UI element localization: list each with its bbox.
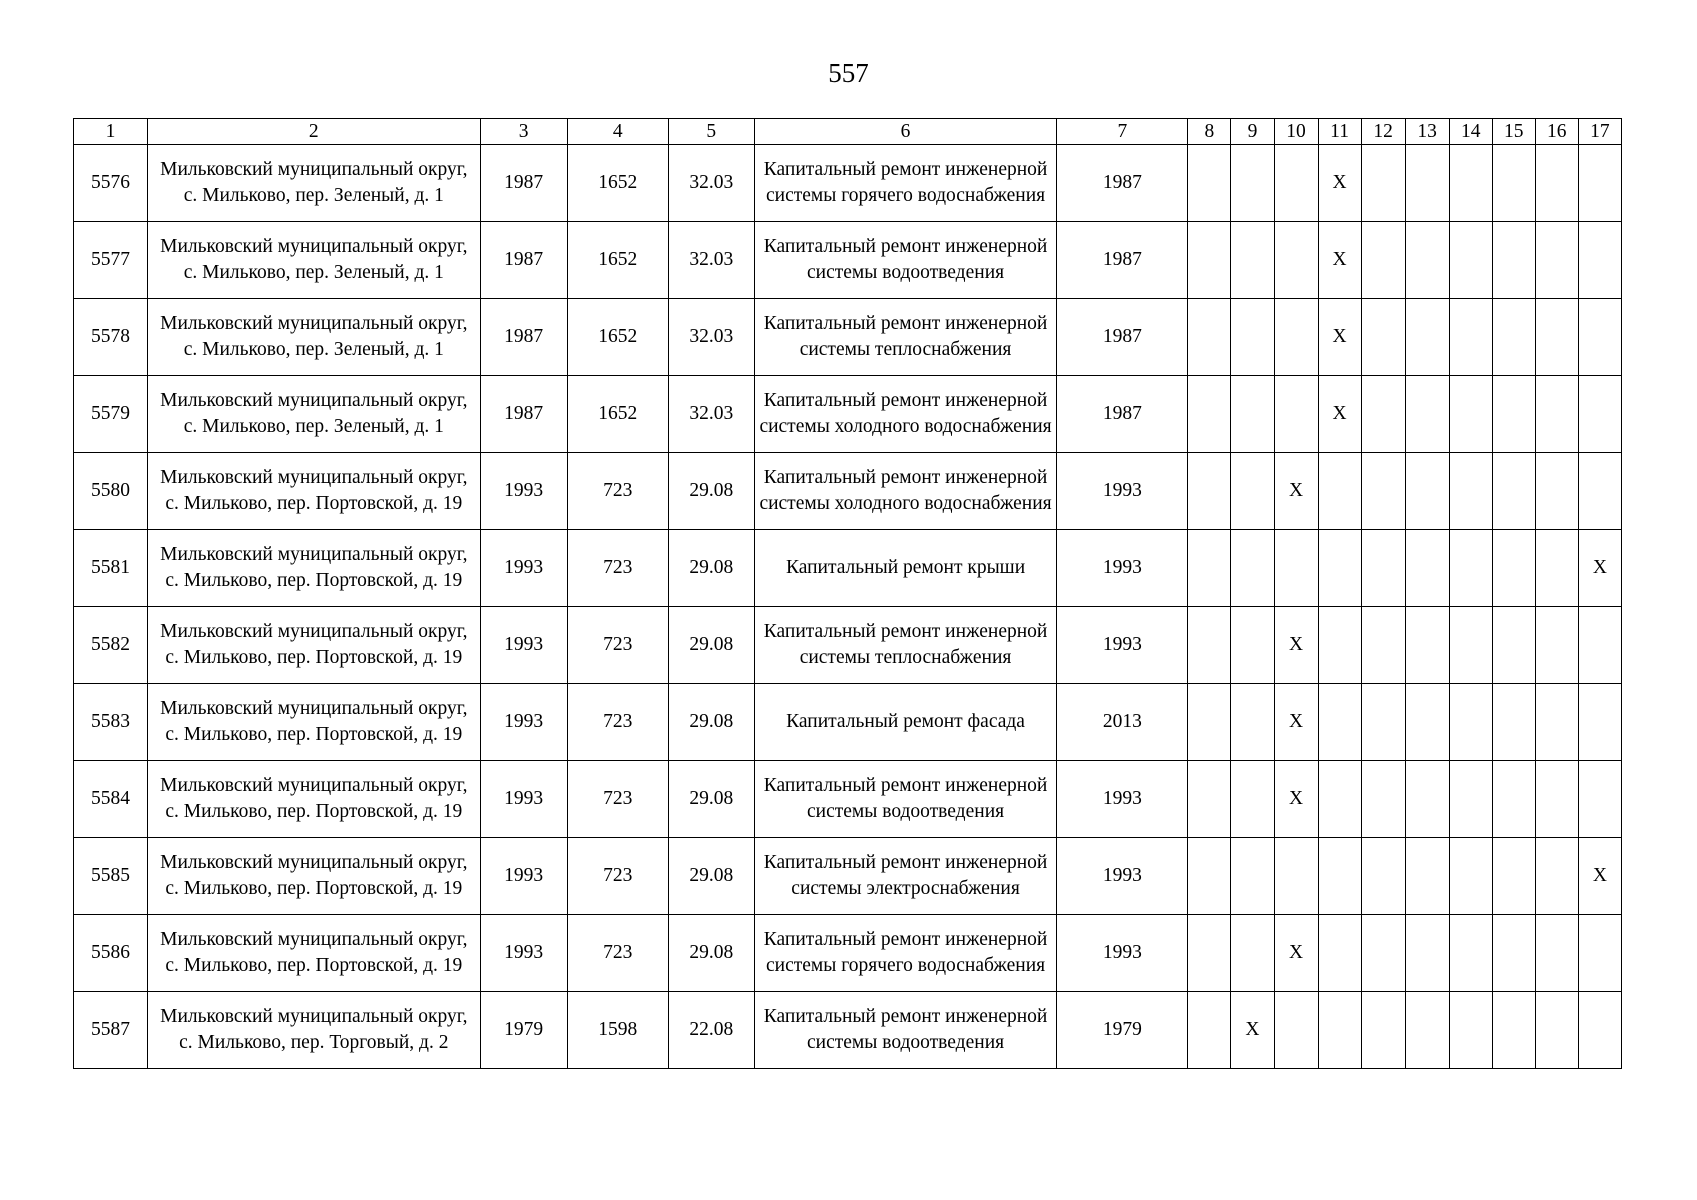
- period-mark-cell-15: [1492, 299, 1535, 376]
- work-type-cell: Капитальный ремонт крыши: [754, 530, 1056, 607]
- period-mark-cell-12: [1361, 761, 1405, 838]
- record-number-cell: 5581: [74, 530, 148, 607]
- period-mark-cell-9: [1231, 684, 1274, 761]
- period-mark-cell-14: [1449, 530, 1492, 607]
- period-mark-cell-17: [1578, 222, 1621, 299]
- area-cell: 1652: [567, 299, 668, 376]
- period-mark-cell-14: [1449, 453, 1492, 530]
- period-mark-cell-15: [1492, 530, 1535, 607]
- wear-cell: 29.08: [668, 607, 754, 684]
- period-mark-cell-17: [1578, 915, 1621, 992]
- period-mark-cell-14: [1449, 222, 1492, 299]
- period-mark-cell-11: X: [1318, 145, 1361, 222]
- period-mark-cell-11: [1318, 761, 1361, 838]
- work-type-cell: Капитальный ремонт фасада: [754, 684, 1056, 761]
- period-mark-cell-10: [1274, 145, 1318, 222]
- wear-cell: 29.08: [668, 761, 754, 838]
- period-mark-cell-10: [1274, 376, 1318, 453]
- period-mark-cell-10: X: [1274, 453, 1318, 530]
- last-repair-year-cell: 1993: [1057, 530, 1188, 607]
- address-cell: Мильковский муниципальный округ, с. Мильково, пер. Портовской, д. 19: [148, 838, 480, 915]
- build-year-cell: 1987: [480, 299, 567, 376]
- address-cell: Мильковский муниципальный округ, с. Мильково, пер. Зеленый, д. 1: [148, 376, 480, 453]
- column-number-cell: 4: [567, 119, 668, 145]
- address-cell: Мильковский муниципальный округ, с. Мильково, пер. Портовской, д. 19: [148, 453, 480, 530]
- period-mark-cell-8: [1188, 222, 1231, 299]
- period-mark-cell-9: [1231, 607, 1274, 684]
- period-mark-cell-12: [1361, 453, 1405, 530]
- area-cell: 1652: [567, 376, 668, 453]
- period-mark-cell-16: [1535, 607, 1578, 684]
- period-mark-cell-15: [1492, 761, 1535, 838]
- period-mark-cell-17: [1578, 761, 1621, 838]
- period-mark-cell-11: [1318, 915, 1361, 992]
- period-mark-cell-8: [1188, 607, 1231, 684]
- period-mark-cell-8: [1188, 299, 1231, 376]
- period-mark-cell-13: [1405, 838, 1449, 915]
- period-mark-cell-11: [1318, 838, 1361, 915]
- period-mark-cell-10: [1274, 838, 1318, 915]
- period-mark-cell-15: [1492, 222, 1535, 299]
- period-mark-cell-13: [1405, 915, 1449, 992]
- record-number-cell: 5583: [74, 684, 148, 761]
- period-mark-cell-16: [1535, 145, 1578, 222]
- table-row: [74, 376, 1622, 453]
- table-row: [74, 299, 1622, 376]
- last-repair-year-cell: 1987: [1057, 145, 1188, 222]
- period-mark-cell-12: [1361, 530, 1405, 607]
- period-mark-cell-10: [1274, 992, 1318, 1069]
- address-cell: Мильковский муниципальный округ, с. Мильково, пер. Торговый, д. 2: [148, 992, 480, 1069]
- work-type-cell: Капитальный ремонт инженерной системы горячего водоснабжения: [754, 915, 1056, 992]
- period-mark-cell-13: [1405, 530, 1449, 607]
- column-number-cell: 14: [1449, 119, 1492, 145]
- wear-cell: 29.08: [668, 915, 754, 992]
- period-mark-cell-12: [1361, 222, 1405, 299]
- table-row: [74, 453, 1622, 530]
- period-mark-cell-15: [1492, 453, 1535, 530]
- period-mark-cell-11: X: [1318, 222, 1361, 299]
- period-mark-cell-15: [1492, 376, 1535, 453]
- period-mark-cell-14: [1449, 761, 1492, 838]
- period-mark-cell-11: X: [1318, 299, 1361, 376]
- period-mark-cell-14: [1449, 607, 1492, 684]
- period-mark-cell-16: [1535, 761, 1578, 838]
- last-repair-year-cell: 1993: [1057, 915, 1188, 992]
- period-mark-cell-10: [1274, 299, 1318, 376]
- period-mark-cell-11: [1318, 453, 1361, 530]
- period-mark-cell-14: [1449, 145, 1492, 222]
- record-number-cell: 5576: [74, 145, 148, 222]
- period-mark-cell-12: [1361, 376, 1405, 453]
- column-number-cell: 2: [148, 119, 480, 145]
- period-mark-cell-13: [1405, 222, 1449, 299]
- period-mark-cell-8: [1188, 915, 1231, 992]
- table-body: [74, 119, 1622, 1069]
- build-year-cell: 1987: [480, 145, 567, 222]
- period-mark-cell-17: [1578, 145, 1621, 222]
- period-mark-cell-8: [1188, 684, 1231, 761]
- record-number-cell: 5579: [74, 376, 148, 453]
- table-row: [74, 838, 1622, 915]
- table-row: [74, 607, 1622, 684]
- column-number-cell: 17: [1578, 119, 1621, 145]
- area-cell: 723: [567, 684, 668, 761]
- period-mark-cell-9: [1231, 145, 1274, 222]
- period-mark-cell-11: [1318, 607, 1361, 684]
- period-mark-cell-14: [1449, 684, 1492, 761]
- page-number: 557: [828, 58, 869, 88]
- period-mark-cell-8: [1188, 453, 1231, 530]
- period-mark-cell-12: [1361, 838, 1405, 915]
- area-cell: 723: [567, 838, 668, 915]
- period-mark-cell-13: [1405, 145, 1449, 222]
- period-mark-cell-14: [1449, 915, 1492, 992]
- work-type-cell: Капитальный ремонт инженерной системы электроснабжения: [754, 838, 1056, 915]
- area-cell: 1652: [567, 145, 668, 222]
- area-cell: 723: [567, 915, 668, 992]
- period-mark-cell-17: [1578, 607, 1621, 684]
- period-mark-cell-8: [1188, 992, 1231, 1069]
- period-mark-cell-16: [1535, 453, 1578, 530]
- period-mark-cell-16: [1535, 915, 1578, 992]
- column-number-cell: 13: [1405, 119, 1449, 145]
- period-mark-cell-10: [1274, 222, 1318, 299]
- wear-cell: 29.08: [668, 684, 754, 761]
- period-mark-cell-11: [1318, 684, 1361, 761]
- area-cell: 723: [567, 607, 668, 684]
- period-mark-cell-10: X: [1274, 915, 1318, 992]
- work-type-cell: Капитальный ремонт инженерной системы водоотведения: [754, 992, 1056, 1069]
- wear-cell: 29.08: [668, 838, 754, 915]
- wear-cell: 22.08: [668, 992, 754, 1069]
- area-cell: 1652: [567, 222, 668, 299]
- address-cell: Мильковский муниципальный округ, с. Мильково, пер. Портовской, д. 19: [148, 684, 480, 761]
- column-number-cell: 6: [754, 119, 1056, 145]
- work-type-cell: Капитальный ремонт инженерной системы горячего водоснабжения: [754, 145, 1056, 222]
- period-mark-cell-12: [1361, 684, 1405, 761]
- build-year-cell: 1987: [480, 222, 567, 299]
- record-number-cell: 5586: [74, 915, 148, 992]
- last-repair-year-cell: 1993: [1057, 453, 1188, 530]
- record-number-cell: 5577: [74, 222, 148, 299]
- address-cell: Мильковский муниципальный округ, с. Мильково, пер. Портовской, д. 19: [148, 761, 480, 838]
- wear-cell: 32.03: [668, 299, 754, 376]
- period-mark-cell-14: [1449, 376, 1492, 453]
- address-cell: Мильковский муниципальный округ, с. Мильково, пер. Портовской, д. 19: [148, 607, 480, 684]
- period-mark-cell-10: X: [1274, 607, 1318, 684]
- period-mark-cell-9: [1231, 222, 1274, 299]
- table-row: [74, 222, 1622, 299]
- period-mark-cell-15: [1492, 607, 1535, 684]
- area-cell: 723: [567, 453, 668, 530]
- wear-cell: 29.08: [668, 453, 754, 530]
- table-row: [74, 761, 1622, 838]
- period-mark-cell-8: [1188, 761, 1231, 838]
- period-mark-cell-16: [1535, 992, 1578, 1069]
- period-mark-cell-9: [1231, 838, 1274, 915]
- work-type-cell: Капитальный ремонт инженерной системы теплоснабжения: [754, 607, 1056, 684]
- last-repair-year-cell: 1987: [1057, 376, 1188, 453]
- build-year-cell: 1993: [480, 453, 567, 530]
- period-mark-cell-10: X: [1274, 684, 1318, 761]
- period-mark-cell-8: [1188, 530, 1231, 607]
- period-mark-cell-11: [1318, 530, 1361, 607]
- period-mark-cell-17: X: [1578, 530, 1621, 607]
- last-repair-year-cell: 1979: [1057, 992, 1188, 1069]
- build-year-cell: 1993: [480, 684, 567, 761]
- period-mark-cell-17: [1578, 453, 1621, 530]
- record-number-cell: 5585: [74, 838, 148, 915]
- column-number-cell: 7: [1057, 119, 1188, 145]
- table-row: [74, 684, 1622, 761]
- period-mark-cell-12: [1361, 145, 1405, 222]
- wear-cell: 32.03: [668, 145, 754, 222]
- period-mark-cell-17: [1578, 684, 1621, 761]
- period-mark-cell-14: [1449, 299, 1492, 376]
- column-number-row: [74, 119, 1622, 145]
- period-mark-cell-9: [1231, 453, 1274, 530]
- period-mark-cell-12: [1361, 299, 1405, 376]
- period-mark-cell-15: [1492, 915, 1535, 992]
- column-number-cell: 1: [74, 119, 148, 145]
- build-year-cell: 1993: [480, 838, 567, 915]
- period-mark-cell-16: [1535, 222, 1578, 299]
- column-number-cell: 15: [1492, 119, 1535, 145]
- area-cell: 1598: [567, 992, 668, 1069]
- last-repair-year-cell: 1987: [1057, 299, 1188, 376]
- period-mark-cell-17: [1578, 992, 1621, 1069]
- work-type-cell: Капитальный ремонт инженерной системы водоотведения: [754, 761, 1056, 838]
- column-number-cell: 9: [1231, 119, 1274, 145]
- work-type-cell: Капитальный ремонт инженерной системы водоотведения: [754, 222, 1056, 299]
- register-table: [73, 118, 1622, 1069]
- record-number-cell: 5582: [74, 607, 148, 684]
- table-row: [74, 992, 1622, 1069]
- address-cell: Мильковский муниципальный округ, с. Мильково, пер. Зеленый, д. 1: [148, 145, 480, 222]
- build-year-cell: 1987: [480, 376, 567, 453]
- wear-cell: 29.08: [668, 530, 754, 607]
- build-year-cell: 1993: [480, 530, 567, 607]
- table-row: [74, 530, 1622, 607]
- period-mark-cell-11: X: [1318, 376, 1361, 453]
- period-mark-cell-16: [1535, 376, 1578, 453]
- record-number-cell: 5584: [74, 761, 148, 838]
- period-mark-cell-9: X: [1231, 992, 1274, 1069]
- period-mark-cell-9: [1231, 915, 1274, 992]
- period-mark-cell-9: [1231, 530, 1274, 607]
- column-number-cell: 12: [1361, 119, 1405, 145]
- period-mark-cell-13: [1405, 299, 1449, 376]
- wear-cell: 32.03: [668, 222, 754, 299]
- address-cell: Мильковский муниципальный округ, с. Мильково, пер. Портовской, д. 19: [148, 915, 480, 992]
- record-number-cell: 5578: [74, 299, 148, 376]
- work-type-cell: Капитальный ремонт инженерной системы холодного водоснабжения: [754, 453, 1056, 530]
- period-mark-cell-9: [1231, 761, 1274, 838]
- period-mark-cell-15: [1492, 684, 1535, 761]
- last-repair-year-cell: 1987: [1057, 222, 1188, 299]
- period-mark-cell-14: [1449, 838, 1492, 915]
- period-mark-cell-9: [1231, 376, 1274, 453]
- column-number-cell: 11: [1318, 119, 1361, 145]
- build-year-cell: 1993: [480, 607, 567, 684]
- period-mark-cell-15: [1492, 992, 1535, 1069]
- column-number-cell: 16: [1535, 119, 1578, 145]
- period-mark-cell-10: X: [1274, 761, 1318, 838]
- period-mark-cell-14: [1449, 992, 1492, 1069]
- period-mark-cell-12: [1361, 992, 1405, 1069]
- period-mark-cell-13: [1405, 761, 1449, 838]
- address-cell: Мильковский муниципальный округ, с. Мильково, пер. Портовской, д. 19: [148, 530, 480, 607]
- column-number-cell: 5: [668, 119, 754, 145]
- wear-cell: 32.03: [668, 376, 754, 453]
- area-cell: 723: [567, 761, 668, 838]
- period-mark-cell-9: [1231, 299, 1274, 376]
- period-mark-cell-17: X: [1578, 838, 1621, 915]
- build-year-cell: 1979: [480, 992, 567, 1069]
- build-year-cell: 1993: [480, 761, 567, 838]
- table-row: [74, 145, 1622, 222]
- last-repair-year-cell: 1993: [1057, 761, 1188, 838]
- period-mark-cell-17: [1578, 299, 1621, 376]
- period-mark-cell-17: [1578, 376, 1621, 453]
- period-mark-cell-15: [1492, 145, 1535, 222]
- period-mark-cell-16: [1535, 530, 1578, 607]
- column-number-cell: 3: [480, 119, 567, 145]
- work-type-cell: Капитальный ремонт инженерной системы холодного водоснабжения: [754, 376, 1056, 453]
- period-mark-cell-15: [1492, 838, 1535, 915]
- period-mark-cell-12: [1361, 607, 1405, 684]
- period-mark-cell-8: [1188, 838, 1231, 915]
- work-type-cell: Капитальный ремонт инженерной системы теплоснабжения: [754, 299, 1056, 376]
- period-mark-cell-8: [1188, 145, 1231, 222]
- column-number-cell: 10: [1274, 119, 1318, 145]
- period-mark-cell-12: [1361, 915, 1405, 992]
- area-cell: 723: [567, 530, 668, 607]
- period-mark-cell-16: [1535, 684, 1578, 761]
- record-number-cell: 5580: [74, 453, 148, 530]
- period-mark-cell-13: [1405, 992, 1449, 1069]
- period-mark-cell-16: [1535, 299, 1578, 376]
- column-number-cell: 8: [1188, 119, 1231, 145]
- table-row: [74, 915, 1622, 992]
- last-repair-year-cell: 1993: [1057, 607, 1188, 684]
- period-mark-cell-13: [1405, 376, 1449, 453]
- period-mark-cell-10: [1274, 530, 1318, 607]
- record-number-cell: 5587: [74, 992, 148, 1069]
- period-mark-cell-16: [1535, 838, 1578, 915]
- last-repair-year-cell: 1993: [1057, 838, 1188, 915]
- address-cell: Мильковский муниципальный округ, с. Мильково, пер. Зеленый, д. 1: [148, 299, 480, 376]
- period-mark-cell-13: [1405, 453, 1449, 530]
- build-year-cell: 1993: [480, 915, 567, 992]
- period-mark-cell-8: [1188, 376, 1231, 453]
- address-cell: Мильковский муниципальный округ, с. Мильково, пер. Зеленый, д. 1: [148, 222, 480, 299]
- period-mark-cell-11: [1318, 992, 1361, 1069]
- last-repair-year-cell: 2013: [1057, 684, 1188, 761]
- period-mark-cell-13: [1405, 607, 1449, 684]
- period-mark-cell-13: [1405, 684, 1449, 761]
